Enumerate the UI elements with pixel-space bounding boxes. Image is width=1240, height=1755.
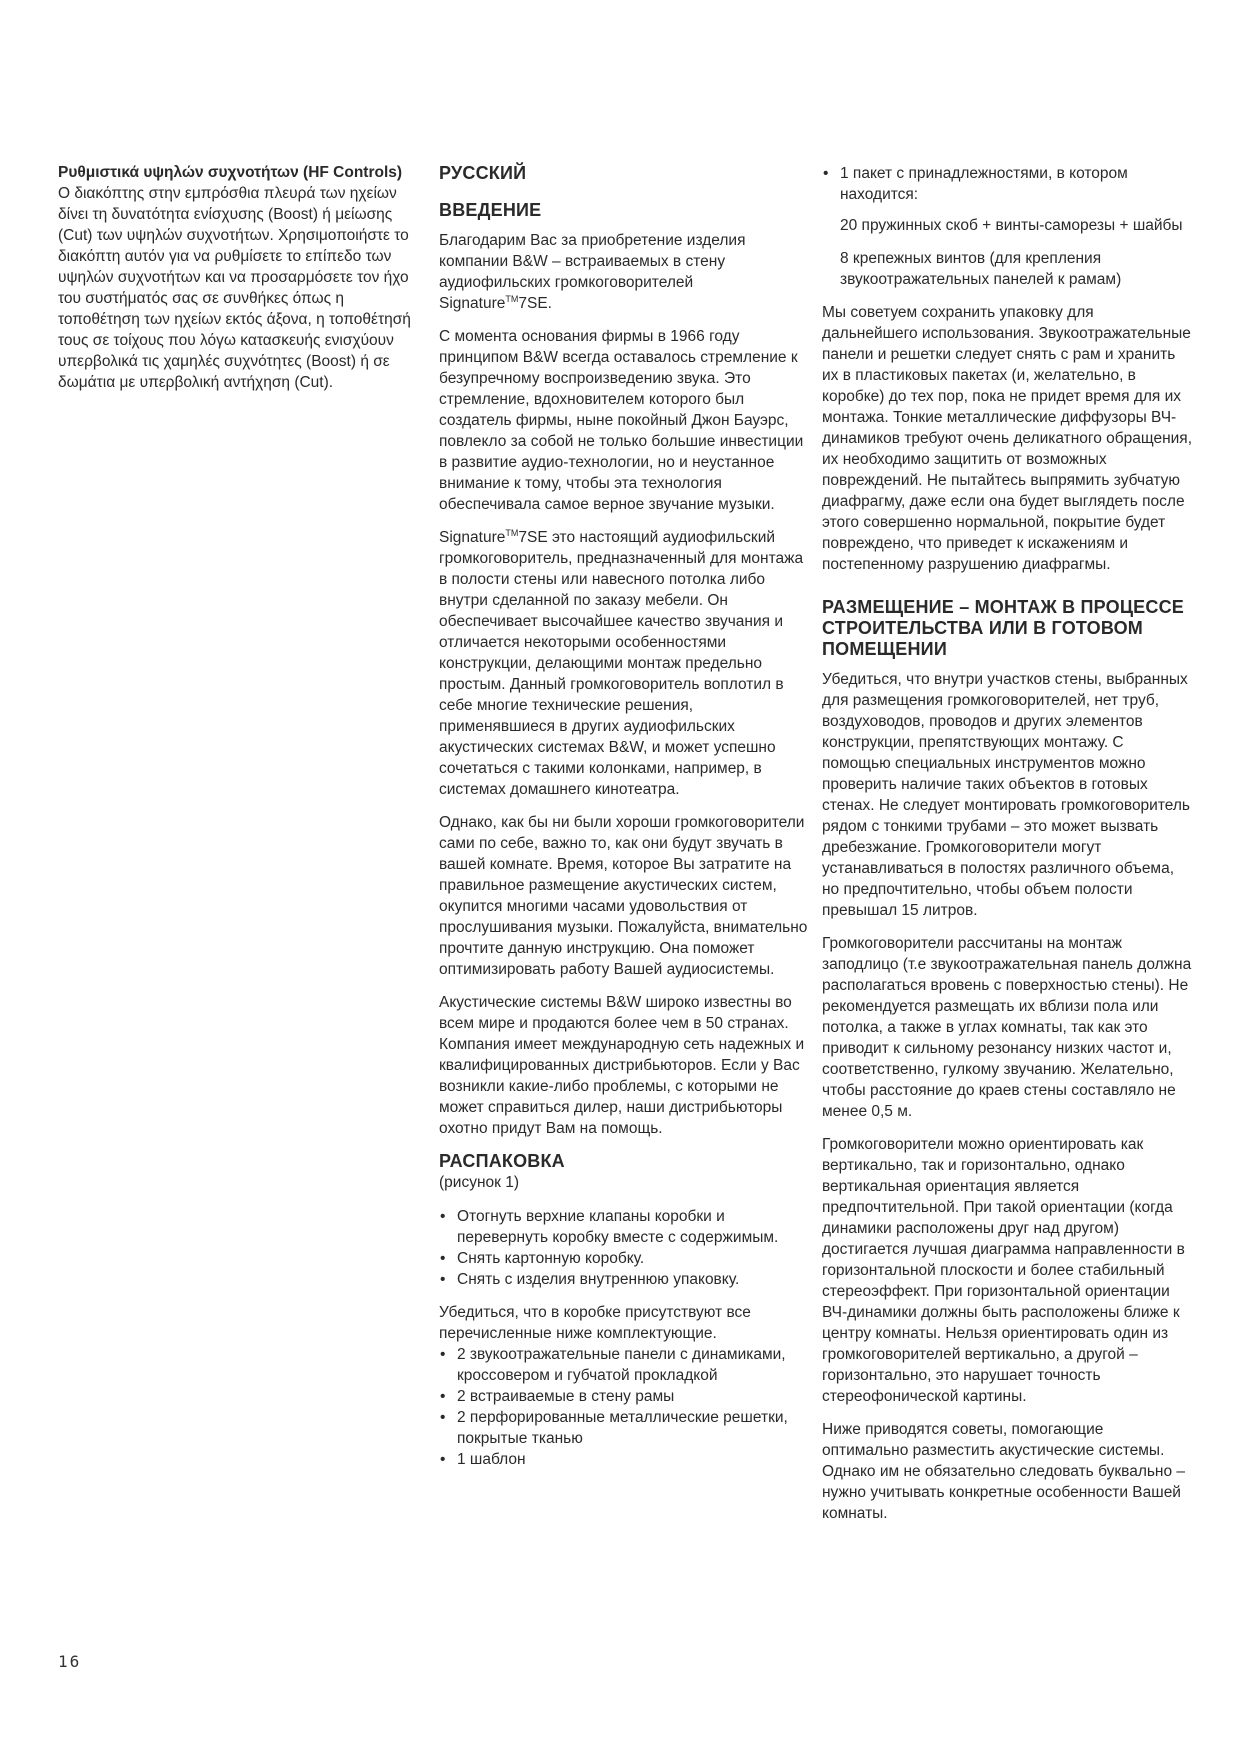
intro-paragraph-2: С момента основания фирмы в 1966 году принципом B&W всегда оставалось стремление к безупречному воспроизведению звука. Это стремление, вдохновителем которого был создатель фирмы, ныне покойный Джон Бауэрс, повлекло за собой не только большие инвестиции в развитие аудио-технологии, но и неустанное внимание к тому, чтобы эта технология обеспечивала самое верное звучание музыки. bbox=[439, 328, 804, 513]
unpack-figure-ref: (рисунок 1) bbox=[439, 1174, 519, 1191]
accessory-item-1: 20 пружинных скоб + винты-саморезы + шайбы bbox=[840, 217, 1183, 234]
page-number: 16 bbox=[58, 1652, 82, 1671]
list-item: • 2 звукоотражательные панели с динамиками, кроссовером и губчатой прокладкой bbox=[439, 1344, 809, 1386]
list-item: • 1 пакет с принадлежностями, в котором находится: bbox=[822, 163, 1192, 205]
placement-paragraph-3: Громкоговорители можно ориентировать как вертикально, так и горизонтально, однако вертикальная ориентация является предпочтительной. При такой ориентации (когда динамики расположены друг над другом) достигается лучшая диаграмма направленности в горизонтальной плоскости и более стабильный стереоэффект. При горизонтальной ориентации ВЧ-динамики должны быть расположены ближе к центру комнаты. Нельзя ориентировать один из громкоговорителей вертикально, а другой – горизонтально, это нарушает точность стереофонической картины. bbox=[822, 1136, 1185, 1405]
intro-paragraph-1: Благодарим Вас за приобретение изделия компании B&W – встраиваемых в стену аудиофильских громкоговорителей Signature™7SE. bbox=[439, 232, 746, 312]
intro-paragraph-5: Акустические системы B&W широко известны во всем мире и продаются более чем в 50 странах. Компания имеет международную сеть надежных и квалифицированных дистрибьюторов. Если у Вас возникли какие-либо проблемы, с которыми не может справиться дилер, наши дистрибьюторы охотно придут Вам на помощь. bbox=[439, 994, 805, 1137]
russian-column-2 bbox=[822, 163, 1192, 1536]
placement-heading: РАЗМЕЩЕНИЕ – МОНТАЖ В ПРОЦЕССЕ СТРОИТЕЛЬСТВА ИЛИ В ГОТОВОМ ПОМЕЩЕНИИ bbox=[822, 597, 1184, 659]
keep-packaging-paragraph: Мы советуем сохранить упаковку для дальнейшего использования. Звукоотражательные панели и решетки следует снять с рам и хранить их в пластиковых пакетах (и, желательно, в коробке) до тех пор, пока не придет время для их монтажа. Тонкие металлические диффузоры ВЧ-динамиков требуют очень деликатного обращения, их необходимо защитить от возможных повреждений. Не пытайтесь выпрямить зубчатую диафрагму, даже если она будет выглядеть после этого совершенно нормальной, покрытие будет повреждено, что приведет к искажениям и постепенному разрушению диафрагмы. bbox=[822, 304, 1193, 573]
list-item: • Отогнуть верхние клапаны коробки и перевернуть коробку вместе с содержимым. bbox=[439, 1206, 809, 1248]
placement-paragraph-1: Убедиться, что внутри участков стены, выбранных для размещения громкоговорителей, нет труб, воздуховодов, проводов и других элементов конструкции, препятствующих монтажу. С помощью специальных инструментов можно проверить наличие таких объектов в готовых стенах. Не следует монтировать громкоговоритель рядом с тонкими трубами – это может вызвать дребезжание. Громкоговорители могут устанавливаться в полостях различного объема, но предпочтительно, чтобы объем полости превышал 15 литров. bbox=[822, 671, 1190, 919]
intro-heading: ВВЕДЕНИЕ bbox=[439, 200, 542, 220]
accessory-list bbox=[822, 163, 1192, 205]
intro-paragraph-3: Signature™7SE это настоящий аудиофильский громкоговоритель, предназначенный для монтажа в полости стены или навесного потолка либо внутри сделанной по заказу мебели. Он обеспечивает высочайшее качество звучания и отличается некоторыми особенностями конструкции, делающими монтаж предельно простым. Данный громкоговоритель воплотил в себе многие технические решения, применявшиеся в других аудиофильских акустических системах B&W, и может успешно сочетаться с такими колонками, например, в системах домашнего кинотеатра. bbox=[439, 527, 804, 798]
unpack-steps-list bbox=[439, 1206, 809, 1290]
placement-paragraph-2: Громкоговорители рассчитаны на монтаж заподлицо (т.е звукоотражательная панель должна располагаться вровень с поверхностью стены). Не рекомендуется размещать их вблизи пола или потолка, а также в углах комнаты, так как это приводит к сильному резонансу низких частот и, соответственно, гулкому звучанию. Желательно, чтобы расстояние до краев стены составляло не менее 0,5 м. bbox=[822, 935, 1192, 1120]
list-item: • Снять с изделия внутреннюю упаковку. bbox=[439, 1269, 809, 1290]
placement-paragraph-4: Ниже приводятся советы, помогающие оптимально разместить акустические системы. Однако им не обязательно следовать буквально – нужно учитывать конкретные особенности Вашей комнаты. bbox=[822, 1421, 1186, 1522]
intro-paragraph-4: Однако, как бы ни были хороши громкоговорители сами по себе, важно то, как они будут звучать в вашей комнате. Время, которое Вы затратите на правильное размещение акустических систем, окупится многими часами удовольствия от прослушивания музыки. Пожалуйста, внимательно прочтите данную инструкцию. Она поможет оптимизировать работу Вашей аудиосистемы. bbox=[439, 814, 808, 978]
contents-list bbox=[439, 1344, 809, 1470]
list-item: • 1 шаблон bbox=[439, 1449, 809, 1470]
list-item: • 2 перфорированные металлические решетки, покрытые тканью bbox=[439, 1407, 809, 1449]
language-heading: РУССКИЙ bbox=[439, 163, 527, 183]
greek-heading: Ρυθμιστικά υψηλών συχνοτήτων (HF Controls) bbox=[58, 164, 403, 181]
check-contents-intro: Убедиться, что в коробке присутствуют все перечисленные ниже комплектующие. bbox=[439, 1304, 751, 1342]
greek-paragraph: Ο διακόπτης στην εμπρόσθια πλευρά των ηχείων δίνει τη δυνατότητα ενίσχυσης (Boost) ή μείωσης (Cut) των υψηλών συχνοτήτων. Χρησιμοποιήστε το διακόπτη αυτόν για να ρυθμίσετε το επίπεδο των υψηλών συχνοτήτων και να προσαρμόσετε τον ήχο του συστήματός σας σε συνθήκες όπως η τοποθέτηση των ηχείων εκτός άξονα, η τοποθέτησή τους σε τοίχους που λόγω κατασκευής ενισχύουν υπερβολικά τις χαμηλές συχνότητες (Boost) ή σε δωμάτια με υπερβολική αντήχηση (Cut). bbox=[58, 185, 411, 391]
accessory-item-2: 8 крепежных винтов (для крепления звукоотражательных панелей к рамам) bbox=[840, 250, 1122, 288]
list-item: • Снять картонную коробку. bbox=[439, 1248, 809, 1269]
unpack-heading: РАСПАКОВКА bbox=[439, 1151, 565, 1171]
list-item: • 2 встраиваемые в стену рамы bbox=[439, 1386, 809, 1407]
russian-column-1 bbox=[439, 163, 809, 1470]
greek-column bbox=[58, 163, 423, 405]
